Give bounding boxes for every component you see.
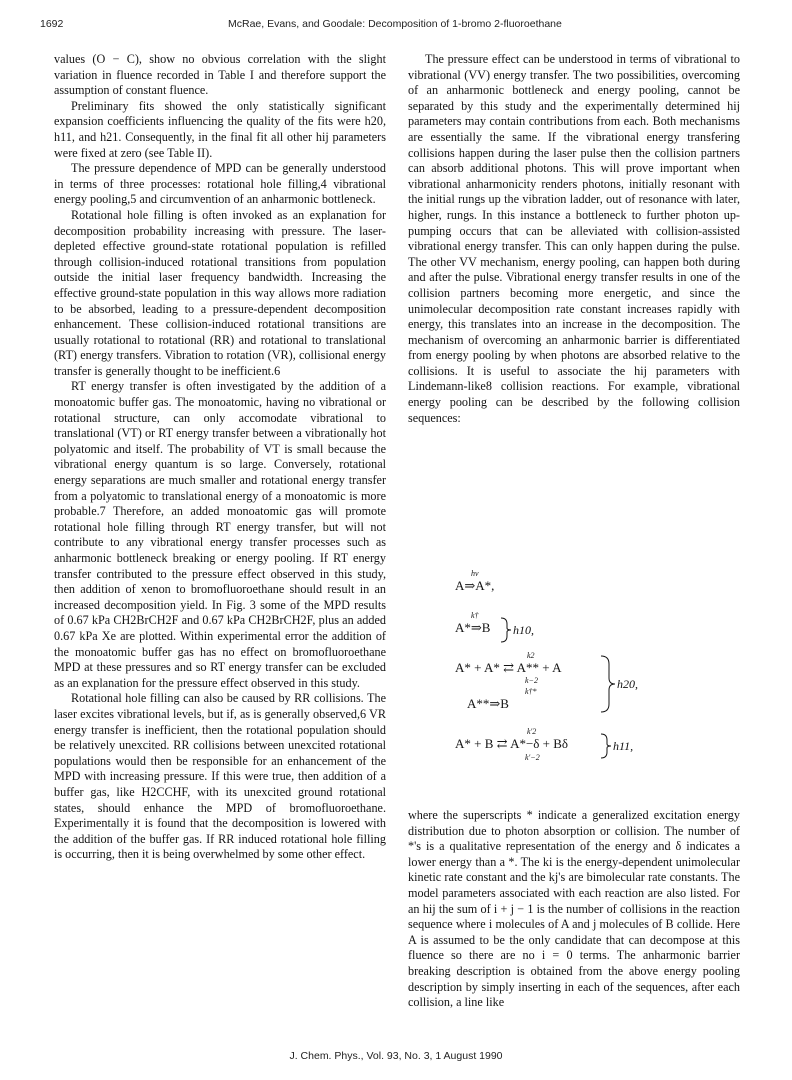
k2-label: k2: [527, 651, 535, 660]
paragraph: values (O − C), show no obvious correlation with the slight variation in fluence recorded in Table I and therefore support the assumption of constant fluence.: [54, 52, 386, 98]
left-column: [54, 52, 386, 863]
brace-h20: [601, 656, 615, 712]
paragraph: Rotational hole filling can also be caused by RR collisions. The laser excites vibrational levels, but if, as is generally observed,6 VR energy transfer is inefficient, then the rotational population should be relatively unexcited. RR collisions between unexcited rotational populations would then be responsible for an enhancement of the MPD with increasing pressure. If this were true, then addition of a buffer gas, like H2CCHF, with its unexcited ground rotational states, should enhance the MPD of bromofluoroethane. Experimentally it is found that the decomposition is lowered with the addition of the buffer gas. If RR induced rotational hole filling is occurring, then it is being overwhelmed by some other effect.: [54, 691, 386, 862]
reaction-scheme: [455, 568, 755, 768]
h10-label: h10,: [513, 623, 534, 637]
k2-prime-label: k′2: [527, 727, 537, 736]
right-column-lower: [408, 808, 740, 1011]
equation-3: A* + A* ⇄ A** + A: [455, 660, 562, 675]
paragraph: Rotational hole filling is often invoked as an explanation for decomposition probability increasing with pressure. The laser-depleted effective ground-state rotational population is refilled through collision-induced rotational transitions from population outside the initial laser frequency bandwidth. Increasing the effective ground-state population in this way allows more radiation to be absorbed, leading to a pressure-dependent decomposition enhancement. These collision-induced rotational transitions are usually rotational to rotational (RR) and rotational to translational (RT) energy transfers. Vibration to rotation (VR), collisional energy transfer is generally thought to be inefficient.6: [54, 207, 386, 378]
paragraph: RT energy transfer is often investigated by the addition of a monoatomic buffer gas. The monoatomic, having no vibrational or rotational structure, can only accomodate vibrational to translational (VT) or RT energy transfer between a vibrationally hot polyatomic and itself. The probability of VT is small because the vibrational energy quantum is so large. Conversely, rotational energy separations are much smaller and rotational energy transfer from a polyatomic to translational energy of a monoatomic is more probable.7 Therefore, an added monoatomic gas will promote rotational hole filling through RT energy transfer, but will not contribute to any vibrational energy transfer processes such as anharmonic bottleneck breaking or energy pooling. If RT energy transfer contributed to the pressure effect observed in this study, then addition of xenon to bromofluoroethane should result in an increased decomposition yield. In Fig. 3 some of the MPD results of 0.67 kPa CH2BrCH2F and 0.67 kPa CH2BrCH2F, plus an added 0.67 kPa Xe are plotted. Within experimental error the addition of the monoatomic buffer gas has no effect on bromofluoroethane MPD at these pressures and so RT energy transfer can be excluded as an explanation for the pressure effect observed in this study.: [54, 379, 386, 690]
k-minus-2-label: k−2: [525, 676, 538, 685]
reaction-scheme-svg: [455, 568, 755, 768]
h20-label: h20,: [617, 677, 638, 691]
paragraph: The pressure dependence of MPD can be generally understood in terms of three processes: rotational hole filling,4 vibrational energy pooling,5 and circumvention of an anharmonic bottleneck.: [54, 161, 386, 207]
h11-label: h11,: [613, 739, 634, 753]
equation-4: A**⇒B: [467, 696, 509, 711]
k1-label: k†: [471, 611, 479, 620]
page-header: [40, 18, 752, 34]
k-minus-2-prime-label: k′−2: [525, 753, 540, 762]
brace-h10: [501, 618, 511, 642]
brace-h11: [601, 734, 611, 758]
hv-label: hν: [471, 569, 479, 578]
journal-footer: J. Chem. Phys., Vol. 93, No. 3, 1 August 1990: [289, 1050, 503, 1062]
paragraph: The pressure effect can be understood in terms of vibrational to vibrational (VV) energy transfer. The two possibilities, overcoming of an anharmonic bottleneck and energy pooling, cannot be separated by this study and the experimentally determined hij parameters may contain contributions from each. Both mechanisms are essentially the same. If the vibrational energy transfering collisions happen during the laser pulse then the collision partners can absorb additional photons. This will prove important when vibrational anharmonicity renders photons, initially resonant with the initial rungs up the vibration ladder, out of resonance with later, higher, rungs. In this instance a bottleneck to further photon up-pumping occurs that can be alleviated with collision-assisted vibrational energy transfer. This can only happen during the pulse. The other VV mechanism, energy pooling, can happen both during and after the pulse. Vibrational energy transfer results in one of the collision partners becoming more energetic, and since the unimolecular decomposition rate constant increases rapidly with energy, this translates into an increase in the decomposition. The mechanism of overcoming an anharmonic barrier is differentiated from energy pooling by when photons are absorbed relative to the collisions. It is useful to associate the hij parameters with Lindemann-like8 collision reactions. For example, vibrational energy pooling can be described by the following collision sequences:: [408, 52, 740, 425]
right-column: [408, 52, 740, 426]
paragraph: where the superscripts * indicate a generalized excitation energy distribution due to photon absorption or collision. The number of *'s is a qualitative representation of the energy and δ indicates a lower energy than a *. The ki is the energy-dependent unimolecular kinetic rate constant and the kj's are bimolecular rate constants. The model parameters associated with each reaction are also listed. For an hij the sum of i + j − 1 is the number of collisions in the reaction sequence where i molecules of A and j molecules of B collide. Here A is assumed to be the only candidate that can decompose at this fluence so there are no i = 0 terms. The anharmonic barrier breaking description is obtained from the above energy pooling description by simply inserting in each of the sequences, after each collision, a line like: [408, 808, 740, 1010]
running-head: McRae, Evans, and Goodale: Decomposition of 1-bromo 2-fluoroethane: [228, 18, 562, 30]
k1-star-label: k†*: [525, 687, 537, 696]
equation-1: A⇒A*,: [455, 578, 495, 593]
equation-5: A* + B ⇄ A*−δ + Bδ: [455, 736, 569, 751]
paragraph: Preliminary fits showed the only statistically significant expansion coefficients influencing the quality of the fits were h20, h11, and h21. Consequently, in the final fit all other hij parameters were fixed at zero (see Table II).: [54, 98, 386, 160]
equation-2: A*⇒B: [455, 620, 491, 635]
page-number: 1692: [40, 18, 64, 30]
